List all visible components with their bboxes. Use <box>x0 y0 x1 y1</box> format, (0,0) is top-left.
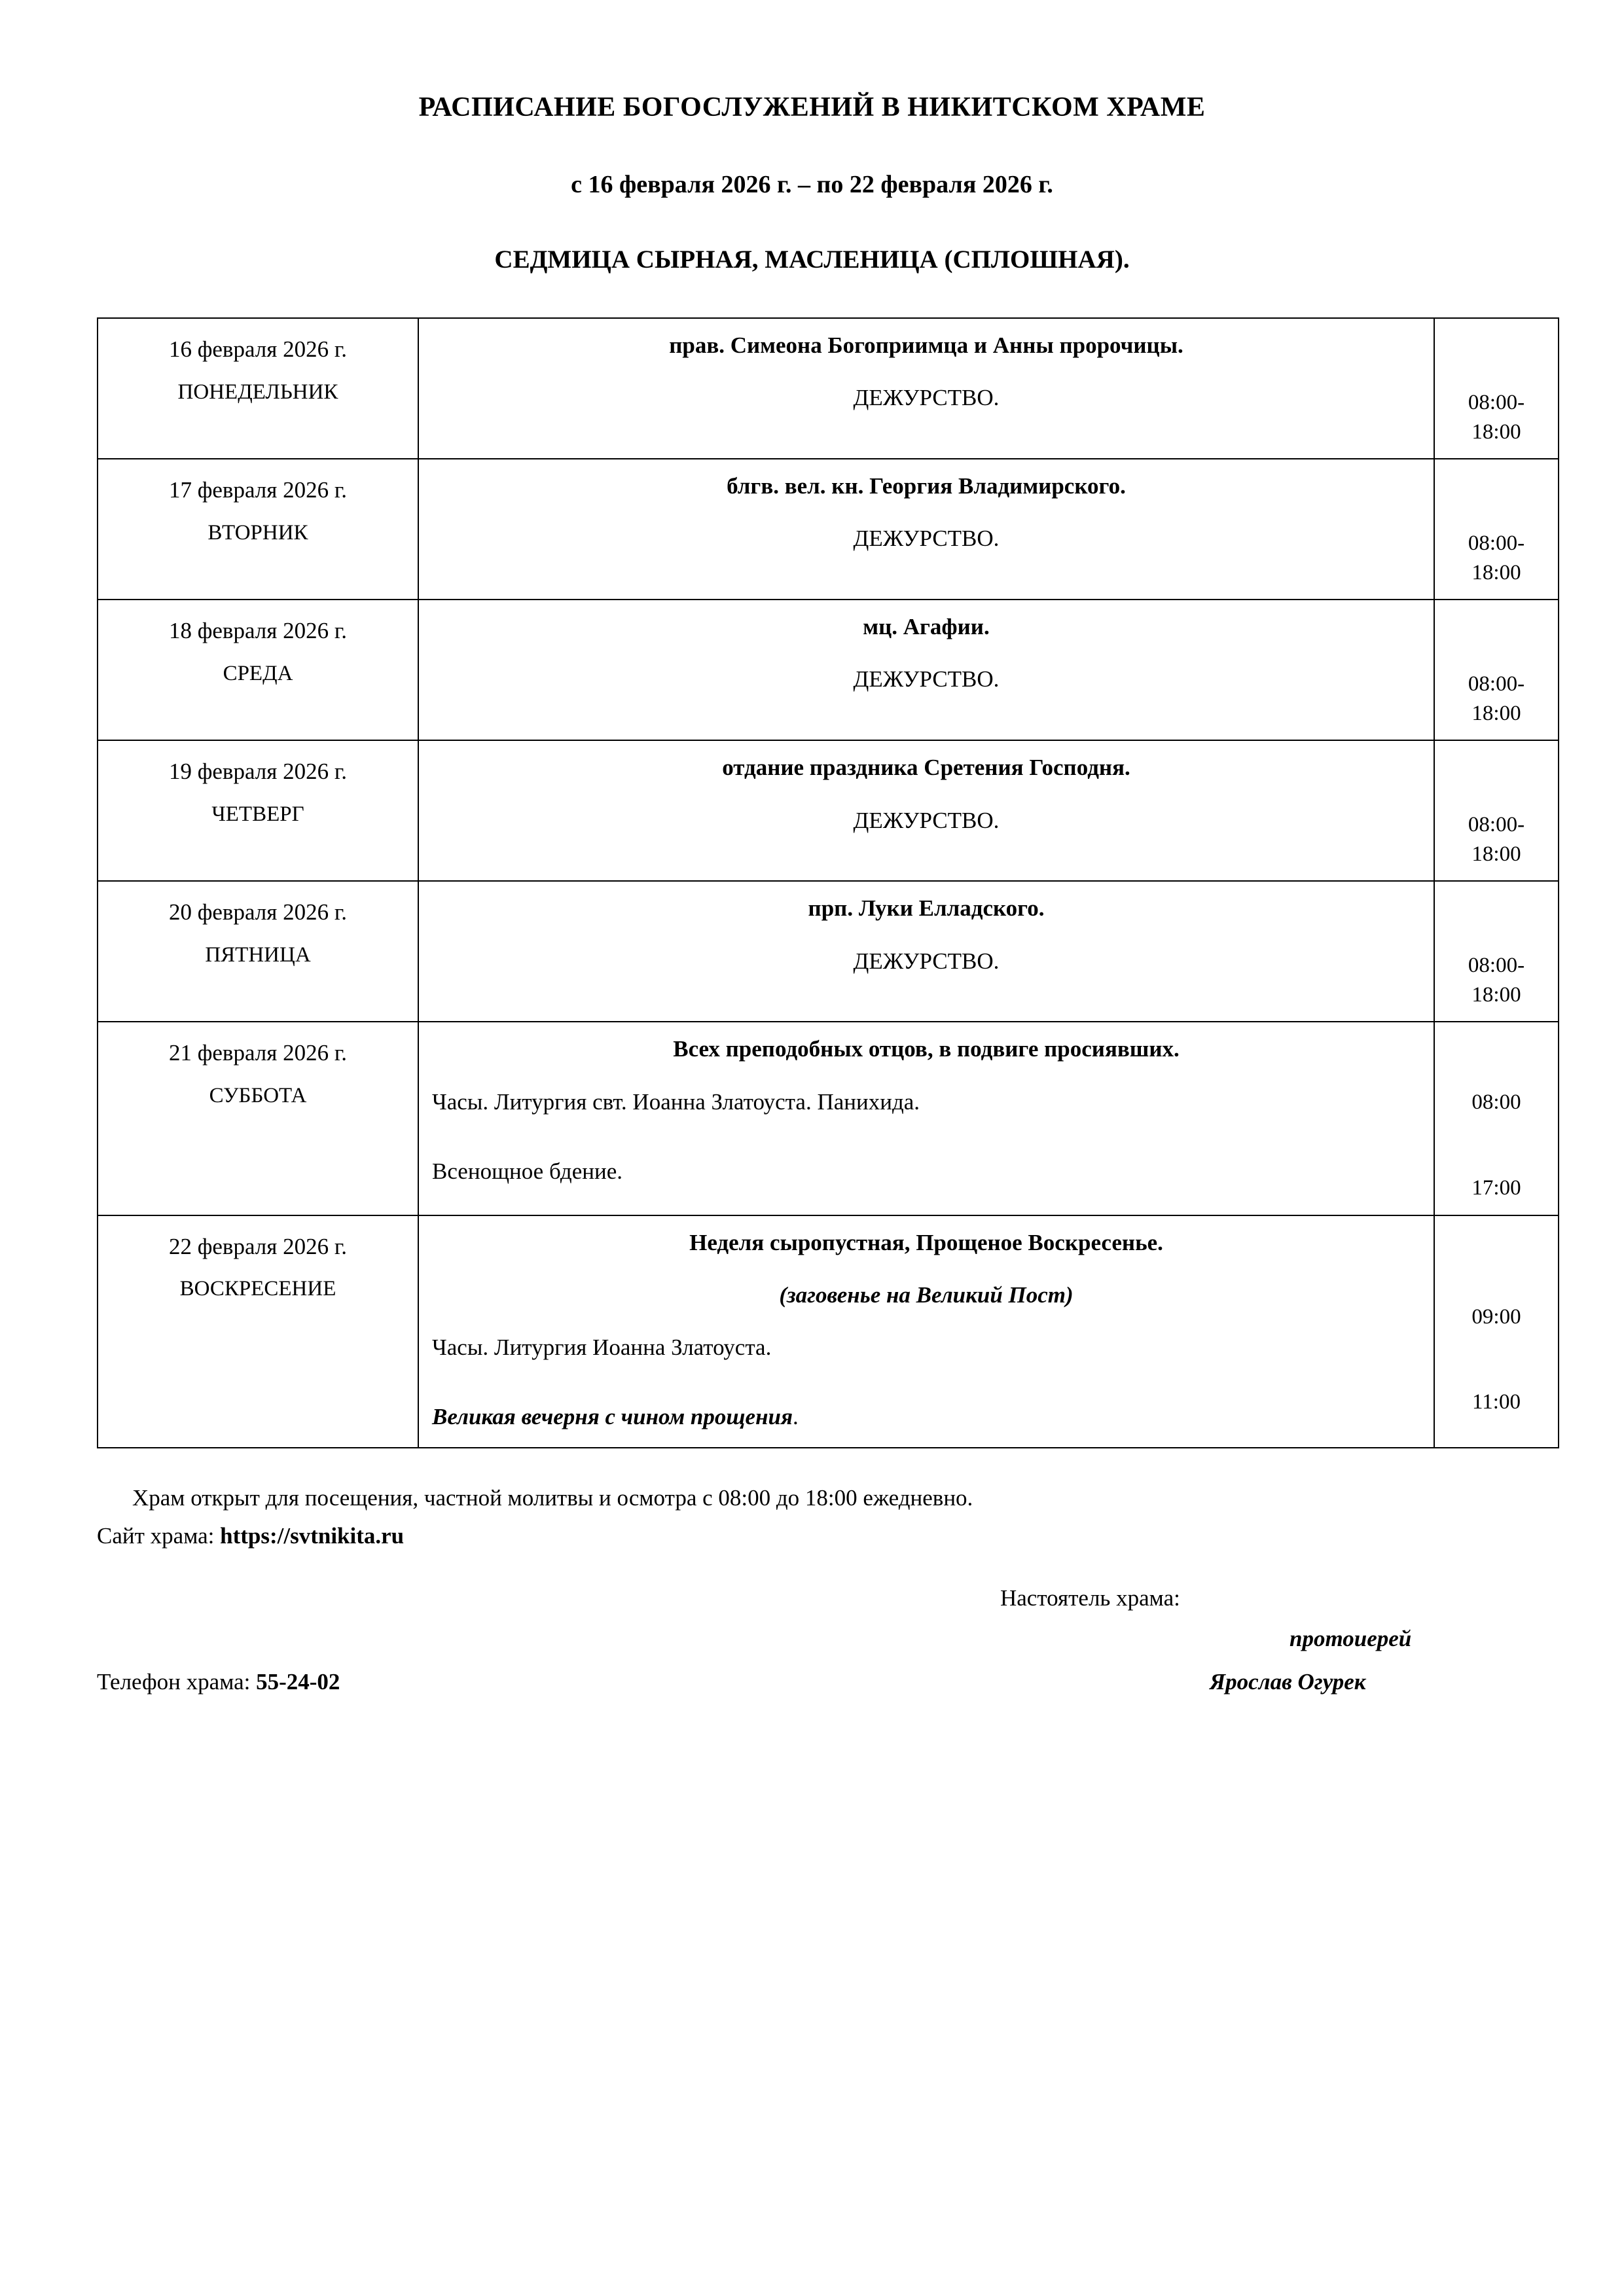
row-time-2: 11:00 <box>1472 1390 1521 1414</box>
row-date-cell <box>98 318 418 459</box>
row-date: 16 февраля 2026 г. <box>168 336 348 362</box>
phone-label: Телефон храма: <box>97 1668 257 1695</box>
table-row <box>98 740 1559 881</box>
rector-label: Настоятель храма: <box>1000 1585 1180 1611</box>
row-feast: прп. Луки Елладского. <box>808 895 1045 922</box>
row-feast: отдание праздника Сретения Господня. <box>722 755 1130 781</box>
row-date-cell <box>98 740 418 881</box>
site-url[interactable]: https://svtnikita.ru <box>220 1523 405 1549</box>
row-description-cell <box>418 318 1434 459</box>
row-time-cell <box>1434 600 1559 740</box>
row-time-to: 18:00 <box>1471 420 1521 444</box>
row-feast: Неделя сыропустная, Прощеное Воскресенье. <box>689 1229 1163 1255</box>
row-service-1: Часы. Литургия Иоанна Златоуста. <box>432 1335 772 1361</box>
row-time-from: 08:00- <box>1468 391 1525 414</box>
row-description-cell <box>418 1215 1434 1448</box>
week-name: СЕДМИЦА СЫРНАЯ, МАСЛЕНИЦА (СПЛОШНАЯ). <box>494 245 1130 274</box>
row-time-to: 18:00 <box>1471 560 1521 584</box>
row-time-from: 08:00- <box>1468 672 1525 696</box>
row-time-cell <box>1434 459 1559 600</box>
row-date: 22 февраля 2026 г. <box>168 1233 348 1259</box>
row-date: 17 февраля 2026 г. <box>168 477 348 503</box>
row-time-2: 17:00 <box>1471 1176 1521 1200</box>
footer <box>97 1481 1527 1719</box>
signature-block <box>97 1581 1527 1719</box>
row-service-2 <box>432 1399 1420 1435</box>
row-time-to: 18:00 <box>1471 842 1521 866</box>
row-time-cell <box>1434 881 1559 1022</box>
row-time-cell <box>1434 1215 1559 1448</box>
row-description-cell <box>418 600 1434 740</box>
row-feast: прав. Симеона Богоприимца и Анны пророчицы. <box>669 332 1183 358</box>
row-service-2: Всенощное бдение. <box>432 1158 623 1184</box>
row-service-2-text: Великая вечерня с чином прощения <box>432 1404 793 1430</box>
date-range: с 16 февраля 2026 г. – по 22 февраля 2026 г. <box>571 171 1053 198</box>
table-row <box>98 600 1559 740</box>
row-weekday: СУББОТА <box>209 1083 307 1107</box>
row-time-cell <box>1434 318 1559 459</box>
row-description-cell <box>418 740 1434 881</box>
row-time-from: 08:00- <box>1468 954 1525 978</box>
row-time-to: 18:00 <box>1471 982 1521 1007</box>
row-date-cell <box>98 1022 418 1215</box>
row-time-1: 08:00 <box>1471 1090 1521 1115</box>
rector-name: Ярослав Огурек <box>1210 1668 1366 1695</box>
row-time-1: 09:00 <box>1471 1304 1521 1329</box>
table-row <box>98 881 1559 1022</box>
row-date-cell <box>98 459 418 600</box>
row-feast: Всех преподобных отцов, в подвиге просиявших. <box>673 1036 1180 1062</box>
row-date-cell <box>98 600 418 740</box>
table-row <box>98 1022 1559 1215</box>
row-description-cell <box>418 881 1434 1022</box>
row-service: ДЕЖУРСТВО. <box>853 807 1000 833</box>
page-title: РАСПИСАНИЕ БОГОСЛУЖЕНИЙ В НИКИТСКОМ ХРАМЕ <box>418 92 1206 122</box>
schedule-table <box>97 317 1559 1448</box>
row-feast-subtitle: (заговенье на Великий Пост) <box>779 1282 1074 1308</box>
phone-line <box>97 1665 340 1700</box>
row-service: ДЕЖУРСТВО. <box>853 666 1000 692</box>
row-weekday: ВТОРНИК <box>208 520 308 545</box>
row-date-cell <box>98 1215 418 1448</box>
row-weekday: ВОСКРЕСЕНИЕ <box>179 1277 336 1301</box>
row-time-to: 18:00 <box>1471 701 1521 725</box>
site-line <box>97 1519 1527 1554</box>
row-service: ДЕЖУРСТВО. <box>853 385 1000 411</box>
row-description-cell <box>418 1022 1434 1215</box>
table-row <box>98 1215 1559 1448</box>
row-service: ДЕЖУРСТВО. <box>853 526 1000 552</box>
site-label: Сайт храма: <box>97 1523 221 1549</box>
row-time-cell <box>1434 1022 1559 1215</box>
row-service-1: Часы. Литургия свт. Иоанна Златоуста. Панихида. <box>432 1088 920 1115</box>
row-feast: блгв. вел. кн. Георгия Владимирского. <box>727 473 1126 499</box>
table-row <box>98 318 1559 459</box>
row-service-2-tail: . <box>793 1404 799 1430</box>
row-weekday: ЧЕТВЕРГ <box>211 802 304 826</box>
row-time-from: 08:00- <box>1468 531 1525 556</box>
phone-number: 55-24-02 <box>256 1668 340 1695</box>
row-weekday: СРЕДА <box>223 661 293 685</box>
row-date: 18 февраля 2026 г. <box>168 618 348 644</box>
table-row <box>98 459 1559 600</box>
row-weekday: ПЯТНИЦА <box>205 942 311 967</box>
open-hours: Храм открыт для посещения, частной молитвы и осмотра с 08:00 до 18:00 ежедневно. <box>132 1484 973 1511</box>
row-time-cell <box>1434 740 1559 881</box>
row-date: 19 февраля 2026 г. <box>168 759 348 785</box>
row-weekday: ПОНЕДЕЛЬНИК <box>177 380 338 404</box>
row-feast: мц. Агафии. <box>863 614 990 640</box>
row-description-cell <box>418 459 1434 600</box>
row-service: ДЕЖУРСТВО. <box>853 948 1000 974</box>
row-date: 21 февраля 2026 г. <box>168 1040 348 1066</box>
rector-rank: протоиерей <box>1290 1625 1412 1651</box>
row-date: 20 февраля 2026 г. <box>168 899 348 925</box>
row-time-from: 08:00- <box>1468 813 1525 837</box>
row-date-cell <box>98 881 418 1022</box>
